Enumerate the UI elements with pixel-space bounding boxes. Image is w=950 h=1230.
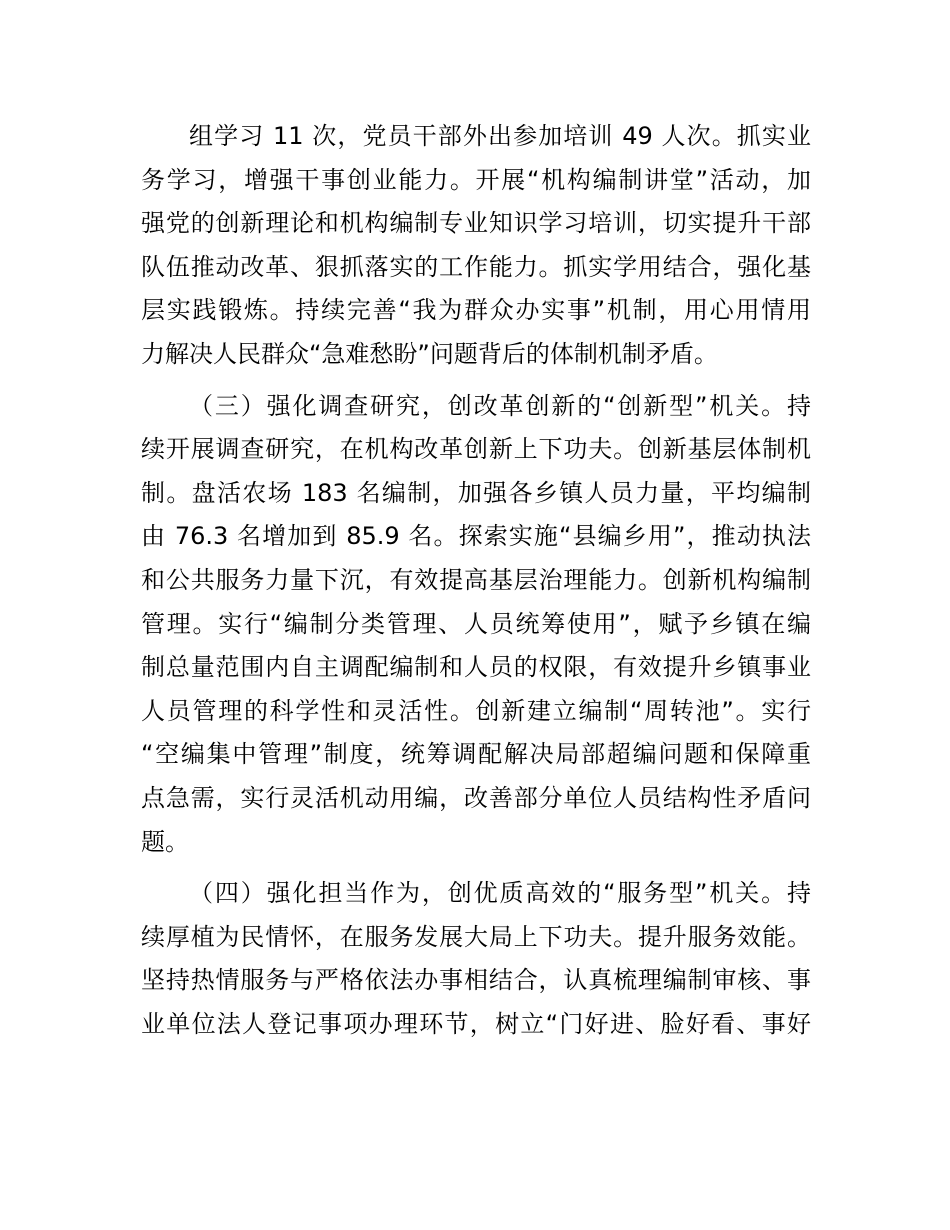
text-line: 强党的创新理论和机构编制专业知识学习培训，切实提升干部 [141, 209, 811, 238]
text-line: （四）强化担当作为，创优质高效的“服务型”机关。持 [189, 879, 811, 908]
text-line: 制。盘活农场 183 名编制，加强各乡镇人员力量，平均编制 [141, 478, 811, 507]
text-line: 制总量范围内自主调配编制和人员的权限，有效提升乡镇事业 [141, 653, 811, 682]
text-line: 和公共服务力量下沉，有效提高基层治理能力。创新机构编制 [141, 565, 811, 594]
text-line: 力解决人民群众“急难愁盼”问题背后的体制机制矛盾。 [141, 339, 718, 368]
text-line: 业单位法人登记事项办理环节，树立“门好进、脸好看、事好 [141, 1009, 811, 1038]
text-line: 务学习，增强干事创业能力。开展“机构编制讲堂”活动，加 [141, 165, 811, 194]
text-line: 坚持热情服务与严格依法办事相结合，认真梳理编制审核、事 [141, 966, 811, 995]
text-line: 人员管理的科学性和灵活性。创新建立编制“周转池”。实行 [141, 696, 811, 725]
paragraph-3 [141, 872, 811, 1046]
text-line: 由 76.3 名增加到 85.9 名。探索实施“县编乡用”，推动执法 [141, 522, 811, 551]
text-line: 续厚植为民情怀，在服务发展大局上下功夫。提升服务效能。 [141, 922, 811, 951]
paragraph-1 [141, 115, 811, 377]
text-line: （三）强化调查研究，创改革创新的“创新型”机关。持 [189, 391, 811, 420]
text-line: 题。 [141, 827, 189, 856]
text-line: 队伍推动改革、狠抓落实的工作能力。抓实学用结合，强化基 [141, 252, 811, 281]
text-line: 续开展调查研究，在机构改革创新上下功夫。创新基层体制机 [141, 435, 811, 464]
text-line: 管理。实行“编制分类管理、人员统筹使用”，赋予乡镇在编 [141, 609, 811, 638]
text-line: 点急需，实行灵活机动用编，改善部分单位人员结构性矛盾问 [141, 783, 811, 812]
text-line: 组学习 11 次，党员干部外出参加培训 49 人次。抓实业 [189, 122, 811, 150]
text-line: 层实践锻炼。持续完善“我为群众办实事”机制，用心用情用 [141, 296, 811, 325]
document-body [141, 115, 811, 1046]
paragraph-2 [141, 385, 811, 865]
text-line: “空编集中管理”制度，统筹调配解决局部超编问题和保障重 [141, 740, 811, 769]
